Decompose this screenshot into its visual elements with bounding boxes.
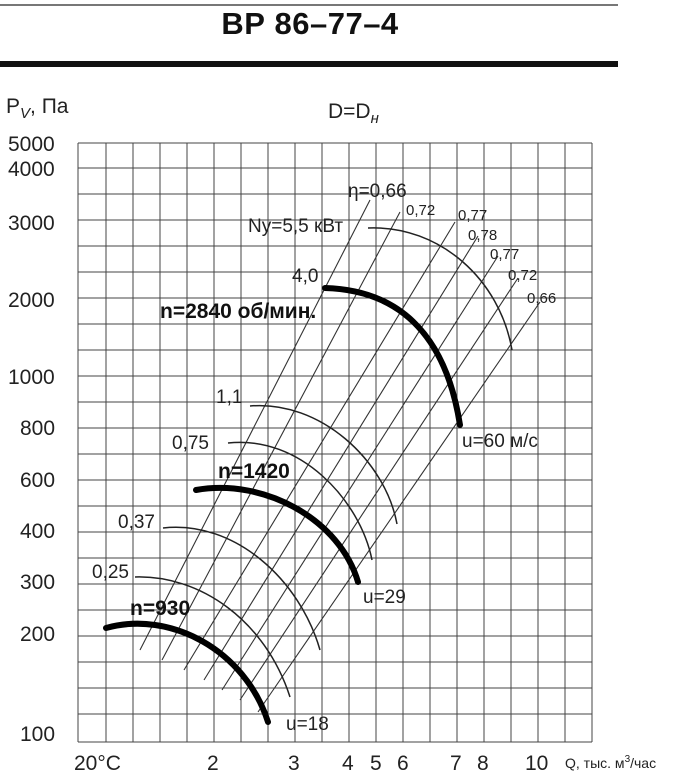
x-tick-4: 4 [342, 752, 354, 775]
y-tick-400: 400 [20, 520, 56, 543]
subtitle-sub: н [370, 110, 379, 127]
eta-ray-072b [240, 278, 518, 700]
y-tick-1000: 1000 [8, 366, 55, 389]
eta-label-066: η=0,66 [348, 181, 407, 202]
x-axis-main: Q, тыс. м [565, 755, 625, 771]
eta-ray-066a [140, 200, 370, 650]
x-tick-labels [74, 752, 548, 775]
eta-label-072b: 0,72 [508, 267, 538, 284]
eta-label-066b: 0,66 [527, 290, 557, 307]
y-tick-2000: 2000 [8, 289, 55, 312]
eta-label-077: 0,77 [458, 207, 488, 224]
power-label-55: Nу=5,5 кВт [248, 216, 344, 237]
power-label-11: 1,1 [216, 387, 243, 408]
speed-label-1420: n=1420 [218, 460, 290, 483]
y-tick-4000: 4000 [8, 158, 55, 181]
x-axis-sup: 3 [624, 754, 631, 765]
speed-curves [106, 288, 460, 722]
x-tick-5: 5 [370, 752, 382, 775]
power-curve-025 [135, 577, 290, 697]
eta-label-072: 0,72 [406, 202, 436, 219]
power-label-025: 0,25 [92, 562, 129, 583]
eta-ray-077a [184, 222, 455, 670]
x-tick-3: 3 [288, 752, 300, 775]
eta-label-078: 0,78 [468, 227, 498, 244]
y-tick-labels [8, 133, 55, 746]
y-axis-p: P [6, 95, 21, 118]
power-label-075: 0,75 [172, 433, 209, 454]
y-tick-3000: 3000 [8, 212, 55, 235]
x-axis-label [565, 754, 656, 771]
subtitle-d: D=D [328, 100, 371, 123]
chart-title: ВР 86–77–4 [221, 6, 399, 41]
x-tick-6: 6 [397, 752, 409, 775]
power-label-40: 4,0 [292, 266, 319, 287]
speed-label-930: n=930 [130, 597, 191, 620]
u-label-60: u=60 м/с [462, 431, 538, 452]
x-tick-10: 10 [525, 752, 549, 775]
y-tick-5000: 5000 [8, 133, 55, 156]
u-label-29: u=29 [363, 587, 406, 608]
y-axis-unit: , Па [30, 95, 69, 118]
x-tick-8: 8 [477, 752, 489, 775]
u-label-18: u=18 [286, 714, 329, 735]
x-tick-20c: 20°C [74, 752, 121, 775]
x-tick-7: 7 [450, 752, 462, 775]
speed-label-2840: n=2840 об/мин. [160, 300, 317, 323]
y-axis-v: V [20, 105, 31, 122]
x-axis-end: /час [630, 755, 657, 771]
y-tick-600: 600 [20, 469, 56, 492]
y-axis-label [6, 95, 69, 122]
y-tick-100: 100 [20, 723, 56, 746]
subtitle [328, 100, 379, 127]
eta-label-077b: 0,77 [490, 246, 520, 263]
y-tick-200: 200 [20, 623, 56, 646]
x-tick-2: 2 [207, 752, 219, 775]
power-label-037: 0,37 [118, 512, 155, 533]
efficiency-rays [140, 200, 540, 712]
y-tick-300: 300 [20, 571, 56, 594]
y-tick-800: 800 [20, 417, 56, 440]
